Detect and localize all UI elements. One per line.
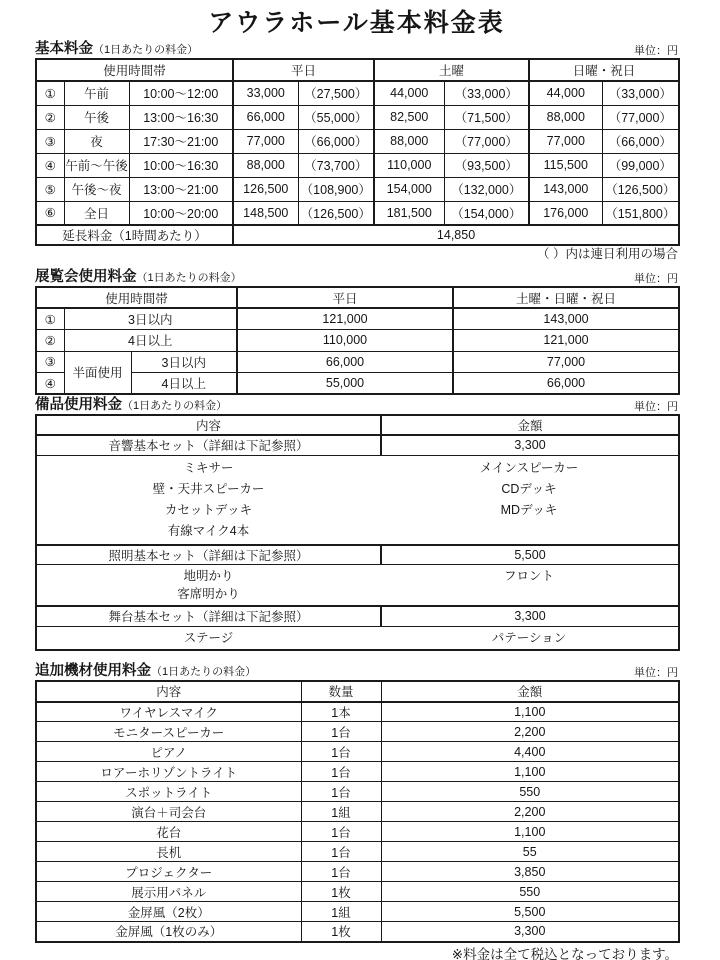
section-subtitle-additional: （1日あたりの料金） bbox=[151, 665, 257, 678]
section-heading-equipment bbox=[35, 397, 678, 414]
col-header-time-slot: 使用時間帯 bbox=[36, 287, 237, 308]
equipment-detail-block bbox=[36, 565, 679, 607]
col-header-time-slot: 使用時間帯 bbox=[36, 59, 233, 81]
basic-rate-row bbox=[36, 153, 679, 177]
item-name: プロジェクター bbox=[36, 862, 301, 882]
sunday-price: 176,000 bbox=[529, 201, 602, 225]
time-slot-name: 午前～午後 bbox=[64, 153, 129, 177]
section-subtitle-basic: （1日あたりの料金） bbox=[93, 44, 199, 56]
item-name: 展示用パネル bbox=[36, 882, 301, 902]
detail-item: 壁・天井スピーカー bbox=[152, 481, 265, 496]
additional-item-row bbox=[36, 762, 679, 782]
row-number: ③ bbox=[36, 351, 64, 373]
time-slot-range: 13:00～21:00 bbox=[129, 177, 233, 201]
section-subtitle-equipment: （1日あたりの料金） bbox=[122, 400, 228, 412]
weekend-holiday-price: 77,000 bbox=[453, 351, 679, 373]
weekday-price: 66,000 bbox=[237, 351, 453, 373]
equipment-set-row bbox=[36, 545, 679, 565]
duration-label: 4日以上 bbox=[131, 373, 237, 395]
saturday-price: 82,500 bbox=[374, 105, 444, 129]
sunday-price-consecutive: （151,800） bbox=[602, 201, 679, 225]
col-header-content: 内容 bbox=[36, 681, 301, 702]
sunday-price: 115,500 bbox=[529, 153, 602, 177]
item-qty: 1台 bbox=[301, 822, 381, 842]
additional-item-row bbox=[36, 702, 679, 722]
detail-item: メインスピーカー bbox=[479, 460, 579, 475]
detail-line bbox=[37, 521, 678, 542]
detail-line bbox=[37, 629, 678, 647]
saturday-price-consecutive: （77,000） bbox=[444, 129, 529, 153]
saturday-price-consecutive: （132,000） bbox=[444, 177, 529, 201]
item-name: 花台 bbox=[36, 822, 301, 842]
weekday-price: 33,000 bbox=[233, 81, 298, 105]
unit-label-additional: 単位：円 bbox=[634, 666, 678, 679]
additional-item-row bbox=[36, 782, 679, 802]
weekday-price-consecutive: （126,500） bbox=[298, 201, 374, 225]
weekday-price: 148,500 bbox=[233, 201, 298, 225]
sunday-price-consecutive: （99,000） bbox=[602, 153, 679, 177]
detail-item: 客席明かり bbox=[177, 587, 240, 601]
col-header-weekday: 平日 bbox=[233, 59, 374, 81]
item-name: 金屏風（1枚のみ） bbox=[36, 922, 301, 942]
section-heading-basic bbox=[35, 41, 678, 58]
item-qty: 1台 bbox=[301, 782, 381, 802]
sunday-price: 77,000 bbox=[529, 129, 602, 153]
item-price: 3,300 bbox=[381, 922, 679, 942]
item-name: 長机 bbox=[36, 842, 301, 862]
row-number: ① bbox=[36, 81, 64, 105]
item-qty: 1台 bbox=[301, 762, 381, 782]
additional-item-row bbox=[36, 822, 679, 842]
saturday-price: 88,000 bbox=[374, 129, 444, 153]
time-slot-name: 午後 bbox=[64, 105, 129, 129]
detail-item: ミキサー bbox=[183, 460, 234, 475]
item-qty: 1枚 bbox=[301, 922, 381, 942]
item-price: 1,100 bbox=[381, 702, 679, 722]
detail-line bbox=[37, 458, 678, 479]
saturday-price: 181,500 bbox=[374, 201, 444, 225]
extension-fee-value: 14,850 bbox=[233, 225, 679, 245]
saturday-price-consecutive: （154,000） bbox=[444, 201, 529, 225]
set-label: 照明基本セット（詳細は下記参照） bbox=[36, 545, 381, 565]
section-title-exhibition: 展覧会使用料金 bbox=[35, 269, 137, 285]
exhibition-rate-row bbox=[36, 373, 679, 395]
additional-item-row bbox=[36, 862, 679, 882]
saturday-price: 154,000 bbox=[374, 177, 444, 201]
equipment-rate-table bbox=[35, 414, 680, 651]
equipment-header-row bbox=[36, 415, 679, 435]
detail-item bbox=[380, 585, 678, 603]
col-header-quantity: 数量 bbox=[301, 681, 381, 702]
detail-item: 有線マイク4本 bbox=[167, 523, 250, 538]
item-qty: 1台 bbox=[301, 862, 381, 882]
set-price: 5,500 bbox=[381, 545, 679, 565]
exhibition-rate-row bbox=[36, 308, 679, 330]
sunday-price: 88,000 bbox=[529, 105, 602, 129]
saturday-price-consecutive: （93,500） bbox=[444, 153, 529, 177]
item-price: 2,200 bbox=[381, 802, 679, 822]
col-header-sunday-holiday: 日曜・祝日 bbox=[529, 59, 679, 81]
basic-rate-row bbox=[36, 177, 679, 201]
item-name: ワイヤレスマイク bbox=[36, 702, 301, 722]
item-qty: 1組 bbox=[301, 902, 381, 922]
basic-rate-row bbox=[36, 129, 679, 153]
item-qty: 1台 bbox=[301, 742, 381, 762]
equipment-set-row bbox=[36, 606, 679, 626]
set-label: 舞台基本セット（詳細は下記参照） bbox=[36, 606, 381, 626]
duration-label: 3日以内 bbox=[64, 308, 237, 330]
unit-label-exhibition: 単位：円 bbox=[634, 273, 678, 285]
additional-header-row bbox=[36, 681, 679, 702]
equipment-detail-block bbox=[36, 455, 679, 545]
extension-fee-label: 延長料金（1時間あたり） bbox=[36, 225, 233, 245]
basic-rate-row bbox=[36, 81, 679, 105]
weekend-holiday-price: 143,000 bbox=[453, 308, 679, 330]
additional-item-row bbox=[36, 882, 679, 902]
item-qty: 1枚 bbox=[301, 882, 381, 902]
section-title-equipment: 備品使用料金 bbox=[35, 397, 122, 413]
time-slot-range: 10:00～12:00 bbox=[129, 81, 233, 105]
equipment-set-row bbox=[36, 435, 679, 455]
sunday-price-consecutive: （33,000） bbox=[602, 81, 679, 105]
duration-label: 3日以内 bbox=[131, 351, 237, 373]
set-price: 3,300 bbox=[381, 606, 679, 626]
item-price: 550 bbox=[381, 882, 679, 902]
half-floor-group-label: 半面使用 bbox=[64, 351, 131, 394]
row-number: ① bbox=[36, 308, 64, 330]
detail-item bbox=[380, 521, 678, 542]
weekday-price: 55,000 bbox=[237, 373, 453, 395]
time-slot-name: 全日 bbox=[64, 201, 129, 225]
sunday-price-consecutive: （77,000） bbox=[602, 105, 679, 129]
section-heading-exhibition bbox=[35, 269, 678, 286]
saturday-price: 44,000 bbox=[374, 81, 444, 105]
item-qty: 1組 bbox=[301, 802, 381, 822]
exhibition-header-row bbox=[36, 287, 679, 308]
row-number: ④ bbox=[36, 373, 64, 395]
weekday-price: 77,000 bbox=[233, 129, 298, 153]
detail-item: パテーション bbox=[491, 630, 567, 645]
weekday-price: 88,000 bbox=[233, 153, 298, 177]
exhibition-rate-table bbox=[35, 286, 680, 395]
duration-label: 4日以上 bbox=[64, 330, 237, 352]
col-header-weekday: 平日 bbox=[237, 287, 453, 308]
col-header-weekend-holiday: 土曜・日曜・祝日 bbox=[453, 287, 679, 308]
basic-rate-table bbox=[35, 58, 680, 246]
time-slot-name: 午後～夜 bbox=[64, 177, 129, 201]
weekend-holiday-price: 66,000 bbox=[453, 373, 679, 395]
section-heading-additional bbox=[35, 663, 678, 680]
basic-header-row bbox=[36, 59, 679, 81]
saturday-price-consecutive: （33,000） bbox=[444, 81, 529, 105]
basic-rate-row bbox=[36, 201, 679, 225]
detail-item: CDデッキ bbox=[501, 481, 557, 496]
col-header-content: 内容 bbox=[36, 415, 381, 435]
additional-item-row bbox=[36, 802, 679, 822]
weekday-price-consecutive: （108,900） bbox=[298, 177, 374, 201]
detail-item: カセットデッキ bbox=[164, 502, 253, 517]
col-header-price: 金額 bbox=[381, 681, 679, 702]
item-name: ロアーホリゾントライト bbox=[36, 762, 301, 782]
section-title-additional: 追加機材使用料金 bbox=[35, 662, 151, 679]
row-number: ⑤ bbox=[36, 177, 64, 201]
additional-equipment-table bbox=[35, 680, 680, 943]
row-number: ④ bbox=[36, 153, 64, 177]
detail-line bbox=[37, 585, 678, 603]
detail-item: MDデッキ bbox=[500, 502, 558, 517]
weekday-price: 66,000 bbox=[233, 105, 298, 129]
time-slot-range: 10:00～20:00 bbox=[129, 201, 233, 225]
row-number: ③ bbox=[36, 129, 64, 153]
section-subtitle-exhibition: （1日あたりの料金） bbox=[136, 272, 242, 284]
sunday-price-consecutive: （66,000） bbox=[602, 129, 679, 153]
weekday-price-consecutive: （55,000） bbox=[298, 105, 374, 129]
detail-item: 地明かり bbox=[183, 569, 234, 583]
equipment-detail-block bbox=[36, 626, 679, 650]
item-price: 2,200 bbox=[381, 722, 679, 742]
unit-label-basic: 単位：円 bbox=[634, 45, 678, 57]
item-price: 3,850 bbox=[381, 862, 679, 882]
weekday-price: 126,500 bbox=[233, 177, 298, 201]
time-slot-name: 午前 bbox=[64, 81, 129, 105]
detail-item: ステージ bbox=[183, 630, 234, 645]
row-number: ② bbox=[36, 330, 64, 352]
item-price: 5,500 bbox=[381, 902, 679, 922]
item-price: 55 bbox=[381, 842, 679, 862]
basic-rate-row bbox=[36, 105, 679, 129]
additional-item-row bbox=[36, 742, 679, 762]
item-name: ピアノ bbox=[36, 742, 301, 762]
exhibition-rate-row bbox=[36, 330, 679, 352]
weekday-price-consecutive: （27,500） bbox=[298, 81, 374, 105]
row-number: ⑥ bbox=[36, 201, 64, 225]
saturday-price: 110,000 bbox=[374, 153, 444, 177]
additional-item-row bbox=[36, 722, 679, 742]
additional-item-row bbox=[36, 842, 679, 862]
item-price: 550 bbox=[381, 782, 679, 802]
col-header-saturday: 土曜 bbox=[374, 59, 529, 81]
detail-line bbox=[37, 500, 678, 521]
row-number: ② bbox=[36, 105, 64, 129]
item-price: 1,100 bbox=[381, 822, 679, 842]
time-slot-range: 17:30～21:00 bbox=[129, 129, 233, 153]
detail-line bbox=[37, 479, 678, 500]
item-name: スポットライト bbox=[36, 782, 301, 802]
consecutive-use-note: （ ）内は連日利用の場合 bbox=[537, 247, 678, 261]
additional-item-row bbox=[36, 902, 679, 922]
item-name: 演台＋司会台 bbox=[36, 802, 301, 822]
saturday-price-consecutive: （71,500） bbox=[444, 105, 529, 129]
weekday-price: 121,000 bbox=[237, 308, 453, 330]
item-name: モニタースピーカー bbox=[36, 722, 301, 742]
time-slot-name: 夜 bbox=[64, 129, 129, 153]
time-slot-range: 10:00～16:30 bbox=[129, 153, 233, 177]
weekday-price-consecutive: （66,000） bbox=[298, 129, 374, 153]
item-price: 1,100 bbox=[381, 762, 679, 782]
unit-label-equipment: 単位：円 bbox=[634, 401, 678, 413]
sunday-price: 143,000 bbox=[529, 177, 602, 201]
detail-line bbox=[37, 567, 678, 585]
weekend-holiday-price: 121,000 bbox=[453, 330, 679, 352]
time-slot-range: 13:00～16:30 bbox=[129, 105, 233, 129]
tax-included-note: ※料金は全て税込となっております。 bbox=[451, 946, 678, 960]
set-label: 音響基本セット（詳細は下記参照） bbox=[36, 435, 381, 455]
exhibition-rate-row bbox=[36, 351, 679, 373]
weekday-price-consecutive: （73,700） bbox=[298, 153, 374, 177]
item-price: 4,400 bbox=[381, 742, 679, 762]
col-header-price: 金額 bbox=[381, 415, 679, 435]
set-price: 3,300 bbox=[381, 435, 679, 455]
additional-item-row bbox=[36, 922, 679, 942]
extension-fee-row bbox=[36, 225, 679, 245]
item-qty: 1本 bbox=[301, 702, 381, 722]
item-qty: 1台 bbox=[301, 722, 381, 742]
section-title-basic: 基本料金 bbox=[35, 41, 93, 57]
sunday-price-consecutive: （126,500） bbox=[602, 177, 679, 201]
item-name: 金屏風（2枚） bbox=[36, 902, 301, 922]
sunday-price: 44,000 bbox=[529, 81, 602, 105]
page-title: アウラホール基本料金表 bbox=[208, 9, 505, 37]
detail-item: フロント bbox=[503, 569, 554, 583]
item-qty: 1台 bbox=[301, 842, 381, 862]
weekday-price: 110,000 bbox=[237, 330, 453, 352]
